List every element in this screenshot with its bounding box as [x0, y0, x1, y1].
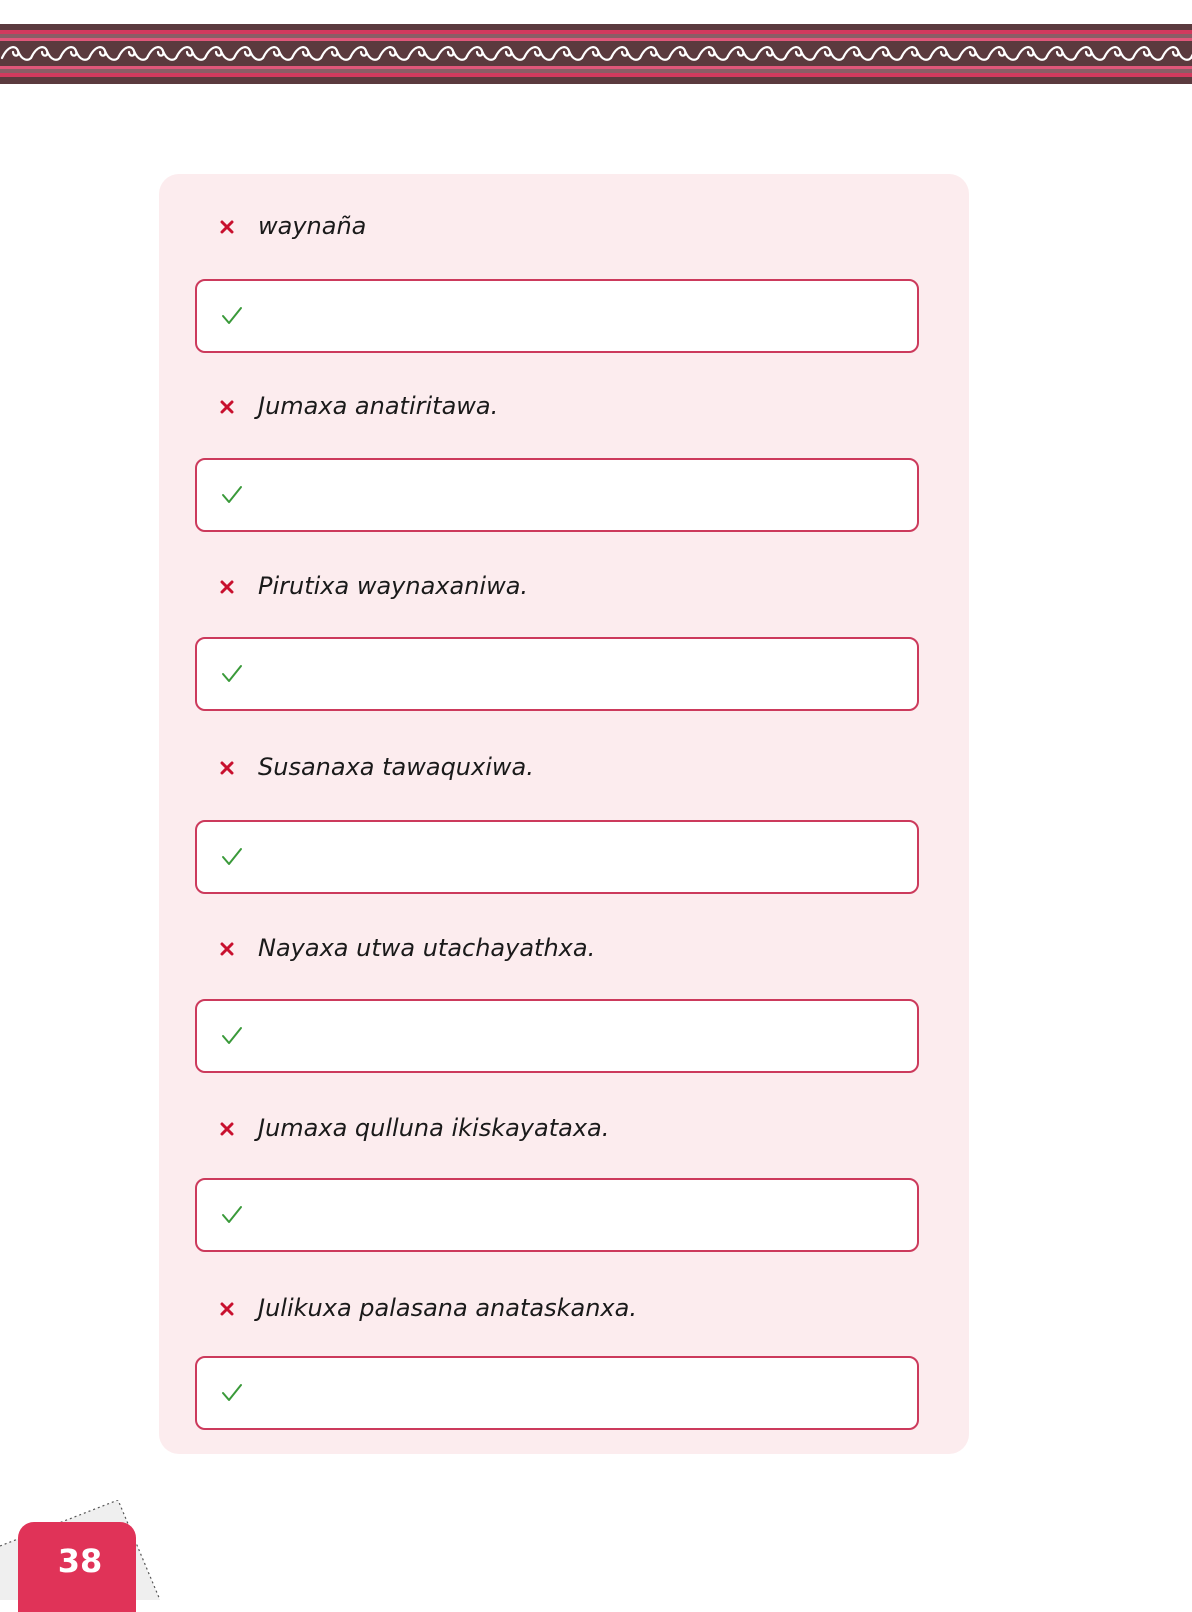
list-item [220, 1288, 637, 1328]
list-item [220, 386, 498, 426]
sentence-text: waynaña [258, 212, 367, 240]
check-mark-icon [221, 1204, 243, 1226]
check-mark-icon [221, 1382, 243, 1404]
decorative-woven-band [0, 24, 1192, 84]
check-mark-icon [221, 663, 243, 685]
answer-field[interactable] [195, 1178, 919, 1252]
answer-field[interactable] [195, 820, 919, 894]
answer-field[interactable] [195, 637, 919, 711]
sentence-text: Nayaxa utwa utachayathxa. [258, 934, 596, 962]
answer-field[interactable] [195, 999, 919, 1073]
x-mark-icon [220, 761, 234, 775]
list-item [220, 1108, 609, 1148]
x-mark-icon [220, 1122, 234, 1136]
wave-pattern-icon [0, 41, 1192, 66]
list-item [220, 206, 366, 246]
x-mark-icon [220, 580, 234, 594]
check-mark-icon [221, 484, 243, 506]
answer-field[interactable] [195, 1356, 919, 1430]
x-mark-icon [220, 400, 234, 414]
exercise-panel [159, 174, 969, 1454]
list-item [220, 747, 534, 787]
sentence-text: Pirutixa waynaxaniwa. [258, 572, 529, 600]
x-mark-icon [220, 220, 234, 234]
answer-field[interactable] [195, 458, 919, 532]
sentence-text: Jumaxa qulluna ikiskayataxa. [258, 1114, 610, 1142]
list-item [220, 928, 595, 968]
sentence-text: Jumaxa anatiritawa. [258, 392, 499, 420]
sentence-text: Julikuxa palasana anataskanxa. [258, 1294, 637, 1322]
answer-field[interactable] [195, 279, 919, 353]
x-mark-icon [220, 1302, 234, 1316]
page-number: 38 [18, 1522, 136, 1612]
check-mark-icon [221, 846, 243, 868]
sentence-text: Susanaxa tawaquxiwa. [258, 753, 534, 781]
check-mark-icon [221, 305, 243, 327]
list-item [220, 566, 528, 606]
check-mark-icon [221, 1025, 243, 1047]
x-mark-icon [220, 942, 234, 956]
